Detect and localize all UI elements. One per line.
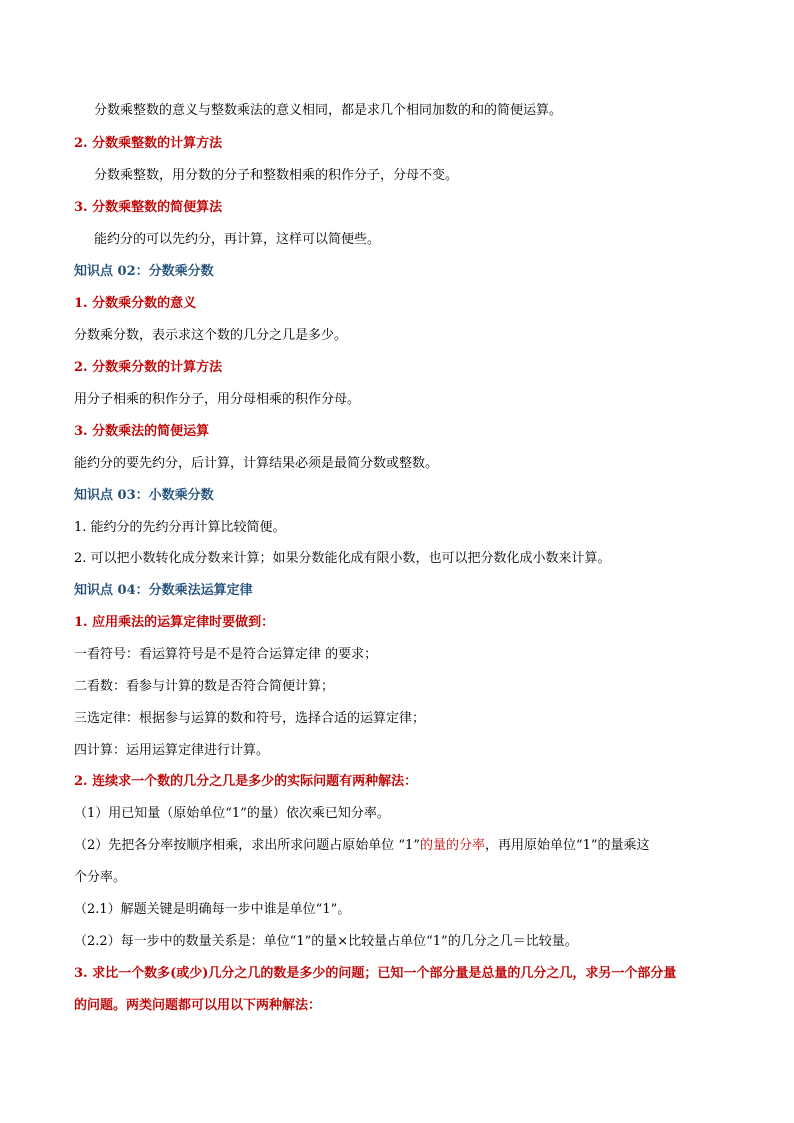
section-heading: 的问题。两类问题都可以用以下两种解法：: [74, 998, 322, 1013]
section-heading: 3. 求比一个数多(或少)几分之几的数是多少的问题；已知一个部分量是总量的几分之几，求另一个部分量: [74, 966, 677, 981]
paragraph: 能约分的要先约分，后计算，计算结果必须是最简分数或整数。: [74, 456, 439, 471]
section-heading: 1. 分数乘分数的意义: [74, 296, 197, 311]
text-run: （2）先把各分率按顺序相乘，求出所求问题占原始单位 “1”: [74, 838, 420, 853]
list-item: 2. 可以把小数转化成分数来计算；如果分数能化成有限小数，也可以把分数化成小数来计算。: [74, 551, 611, 566]
paragraph: 用分子相乘的积作分子，用分母相乘的积作分母。: [74, 392, 361, 407]
section-heading: 2. 分数乘分数的计算方法: [74, 360, 223, 375]
paragraph: 分数乘整数的意义与整数乘法的意义相同，都是求几个相同加数的和的简便运算。: [94, 103, 563, 118]
paragraph: 能约分的可以先约分，再计算，这样可以简便些。: [94, 232, 381, 247]
paragraph: 一看符号：看运算符号是不是符合运算定律 的要求；: [74, 647, 378, 662]
paragraph: 分数乘分数，表示求这个数的几分之几是多少。: [74, 328, 348, 343]
text-run: ，再用原始单位“1”的量乘这: [484, 838, 650, 853]
section-heading: 3. 分数乘法的简便运算: [74, 424, 210, 439]
knowledge-point-heading: 知识点 02：分数乘分数: [74, 264, 214, 279]
paragraph: （1）用已知量（原始单位“1”的量）依次乘已知分率。: [74, 806, 390, 821]
paragraph: [74, 836, 650, 856]
knowledge-point-heading: 知识点 04：分数乘法运算定律: [74, 583, 253, 598]
paragraph: 分数乘整数，用分数的分子和整数相乘的积作分子，分母不变。: [94, 168, 459, 183]
section-heading: 1. 应用乘法的运算定律时要做到：: [74, 615, 275, 630]
section-heading: 2. 分数乘整数的计算方法: [74, 136, 223, 151]
paragraph: （2.1）解题关键是明确每一步中谁是单位“1”。: [74, 902, 351, 917]
paragraph: 个分率。: [74, 870, 127, 885]
list-item: 1. 能约分的先约分再计算比较简便。: [74, 520, 286, 535]
highlighted-text: 的量的分率: [419, 838, 485, 853]
paragraph: 二看数：看参与计算的数是否符合简便计算；: [74, 679, 335, 694]
paragraph: 三选定律：根据参与运算的数和符号，选择合适的运算定律；: [74, 711, 426, 726]
paragraph: （2.2）每一步中的数量关系是：单位“1”的量×比较量占单位“1”的几分之几＝比较量。: [74, 934, 578, 949]
section-heading: 2. 连续求一个数的几分之几是多少的实际问题有两种解法：: [74, 774, 418, 789]
knowledge-point-heading: 知识点 03：小数乘分数: [74, 488, 214, 503]
paragraph: 四计算：运用运算定律进行计算。: [74, 743, 270, 758]
section-heading: 3. 分数乘整数的简便算法: [74, 200, 223, 215]
